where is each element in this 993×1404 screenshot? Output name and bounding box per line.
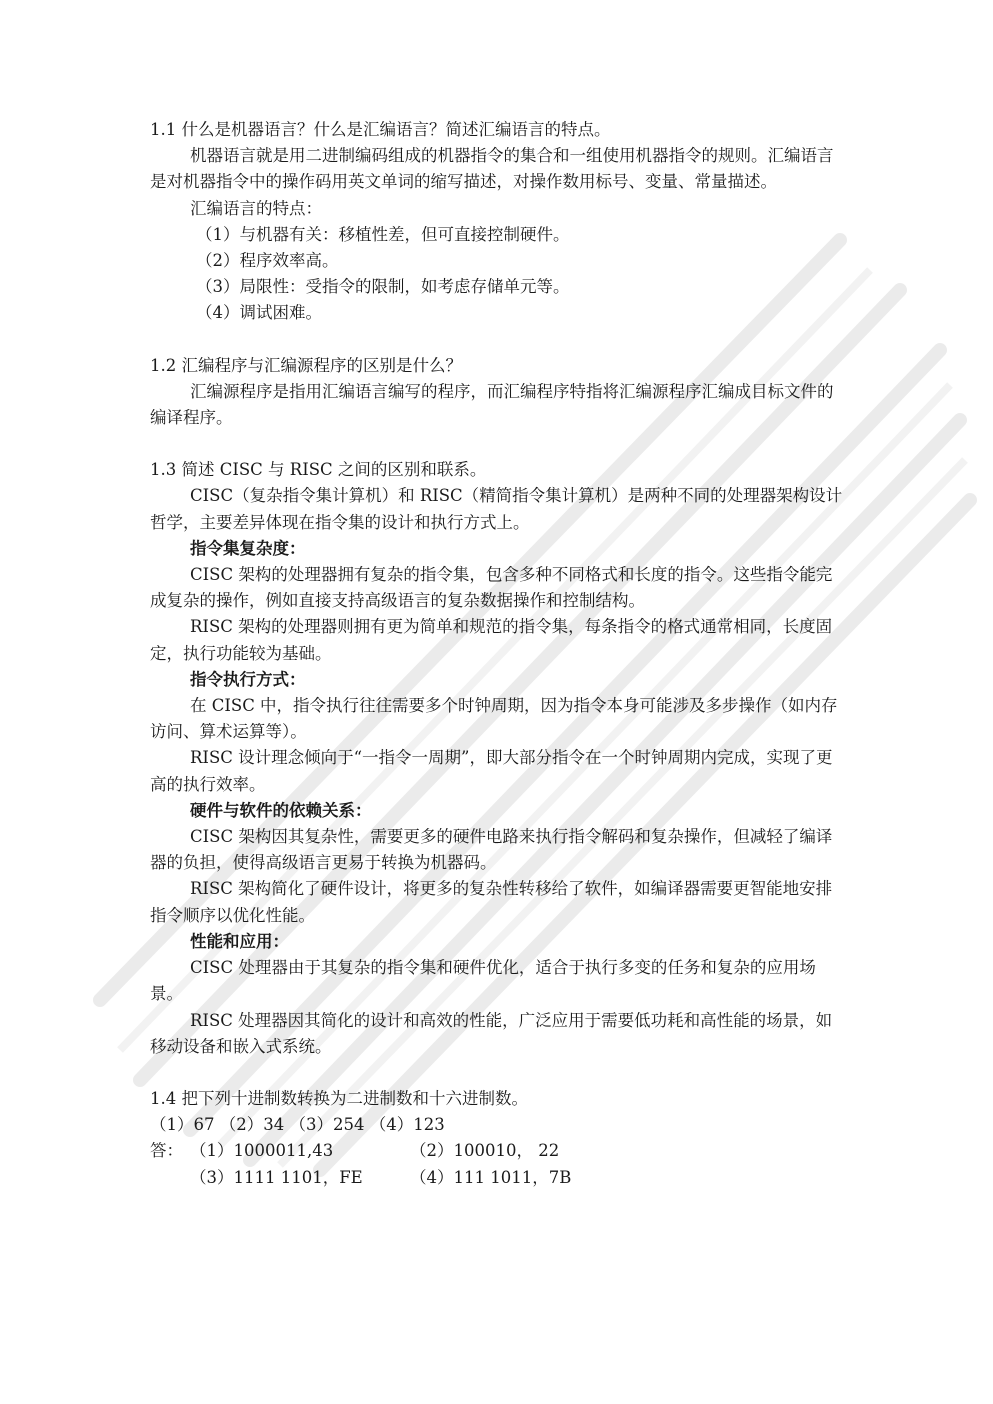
question-1-3: 1.3 简述 CISC 与 RISC 之间的区别和联系。 bbox=[150, 460, 487, 480]
feature-item: （4）调试困难。 bbox=[196, 303, 322, 323]
answer-value: （4）111 1011，7B bbox=[410, 1167, 572, 1187]
feature-item: （1）与机器有关：移植性差，但可直接控制硬件。 bbox=[196, 224, 570, 244]
answer-row-1 bbox=[150, 1138, 845, 1164]
answer-1-2: 汇编源程序是指用汇编语言编写的程序，而汇编程序特指将汇编源程序汇编成目标文件的编译程序。 bbox=[150, 381, 834, 428]
paragraph: CISC 处理器由于其复杂的指令集和硬件优化，适合于执行多变的任务和复杂的应用场景。 bbox=[150, 958, 816, 1004]
subheading-performance: 性能和应用： bbox=[190, 931, 289, 951]
feature-item: （3）局限性：受指令的限制，如考虑存储单元等。 bbox=[196, 277, 570, 297]
paragraph: 在 CISC 中，指令执行往往需要多个时钟周期，因为指令本身可能涉及多步操作（如内存访问、算术运算等）。 bbox=[150, 696, 838, 742]
answer-row-2 bbox=[150, 1165, 845, 1191]
question-1-2: 1.2 汇编程序与汇编源程序的区别是什么？ bbox=[150, 355, 462, 375]
document-body bbox=[150, 117, 845, 1191]
paragraph: RISC 处理器因其简化的设计和高效的性能，广泛应用于需要低功耗和高性能的场景，如移动设备和嵌入式系统。 bbox=[150, 1010, 833, 1056]
features-title: 汇编语言的特点： bbox=[190, 198, 322, 218]
answer-1-3-intro: CISC（复杂指令集计算机）和 RISC（精简指令集计算机）是两种不同的处理器架构设计哲学，主要差异体现在指令集的设计和执行方式上。 bbox=[150, 486, 843, 532]
subheading-dependency: 硬件与软件的依赖关系： bbox=[190, 800, 372, 820]
question-1-4: 1.4 把下列十进制数转换为二进制数和十六进制数。 bbox=[150, 1088, 528, 1108]
answer-value: （3）1111 1101，FE bbox=[190, 1167, 363, 1187]
feature-item: （2）程序效率高。 bbox=[196, 251, 339, 271]
subheading-execution: 指令执行方式： bbox=[190, 669, 306, 689]
paragraph: CISC 架构因其复杂性，需要更多的硬件电路来执行指令解码和复杂操作，但减轻了编译器的负担，使得高级语言更易于转换为机器码。 bbox=[150, 827, 833, 873]
answer-value: （2）100010， 22 bbox=[410, 1141, 560, 1161]
question-1-1: 1.1 什么是机器语言？什么是汇编语言？简述汇编语言的特点。 bbox=[150, 120, 611, 139]
paragraph: RISC 设计理念倾向于“一指令一周期”，即大部分指令在一个时钟周期内完成，实现了更高的执行效率。 bbox=[150, 748, 833, 794]
answer-value: （1）1000011,43 bbox=[190, 1141, 334, 1161]
answer-label: 答： bbox=[150, 1141, 183, 1161]
conversion-items: （1）67 （2）34 （3）254 （4）123 bbox=[150, 1115, 445, 1135]
paragraph: RISC 架构的处理器则拥有更为简单和规范的指令集，每条指令的格式通常相同，长度固定，执行功能较为基础。 bbox=[150, 617, 833, 663]
answer-1-1: 机器语言就是用二进制编码组成的机器指令的集合和一组使用机器指令的规则。汇编语言是对机器指令中的操作码用英文单词的缩写描述，对操作数用标号、变量、常量描述。 bbox=[150, 146, 834, 192]
subheading-complexity: 指令集复杂度： bbox=[190, 538, 306, 558]
paragraph: CISC 架构的处理器拥有复杂的指令集，包含多种不同格式和长度的指令。这些指令能完成复杂的操作，例如直接支持高级语言的复杂数据操作和控制结构。 bbox=[150, 565, 833, 611]
paragraph: RISC 架构简化了硬件设计，将更多的复杂性转移给了软件，如编译器需要更智能地安排指令顺序以优化性能。 bbox=[150, 879, 833, 925]
